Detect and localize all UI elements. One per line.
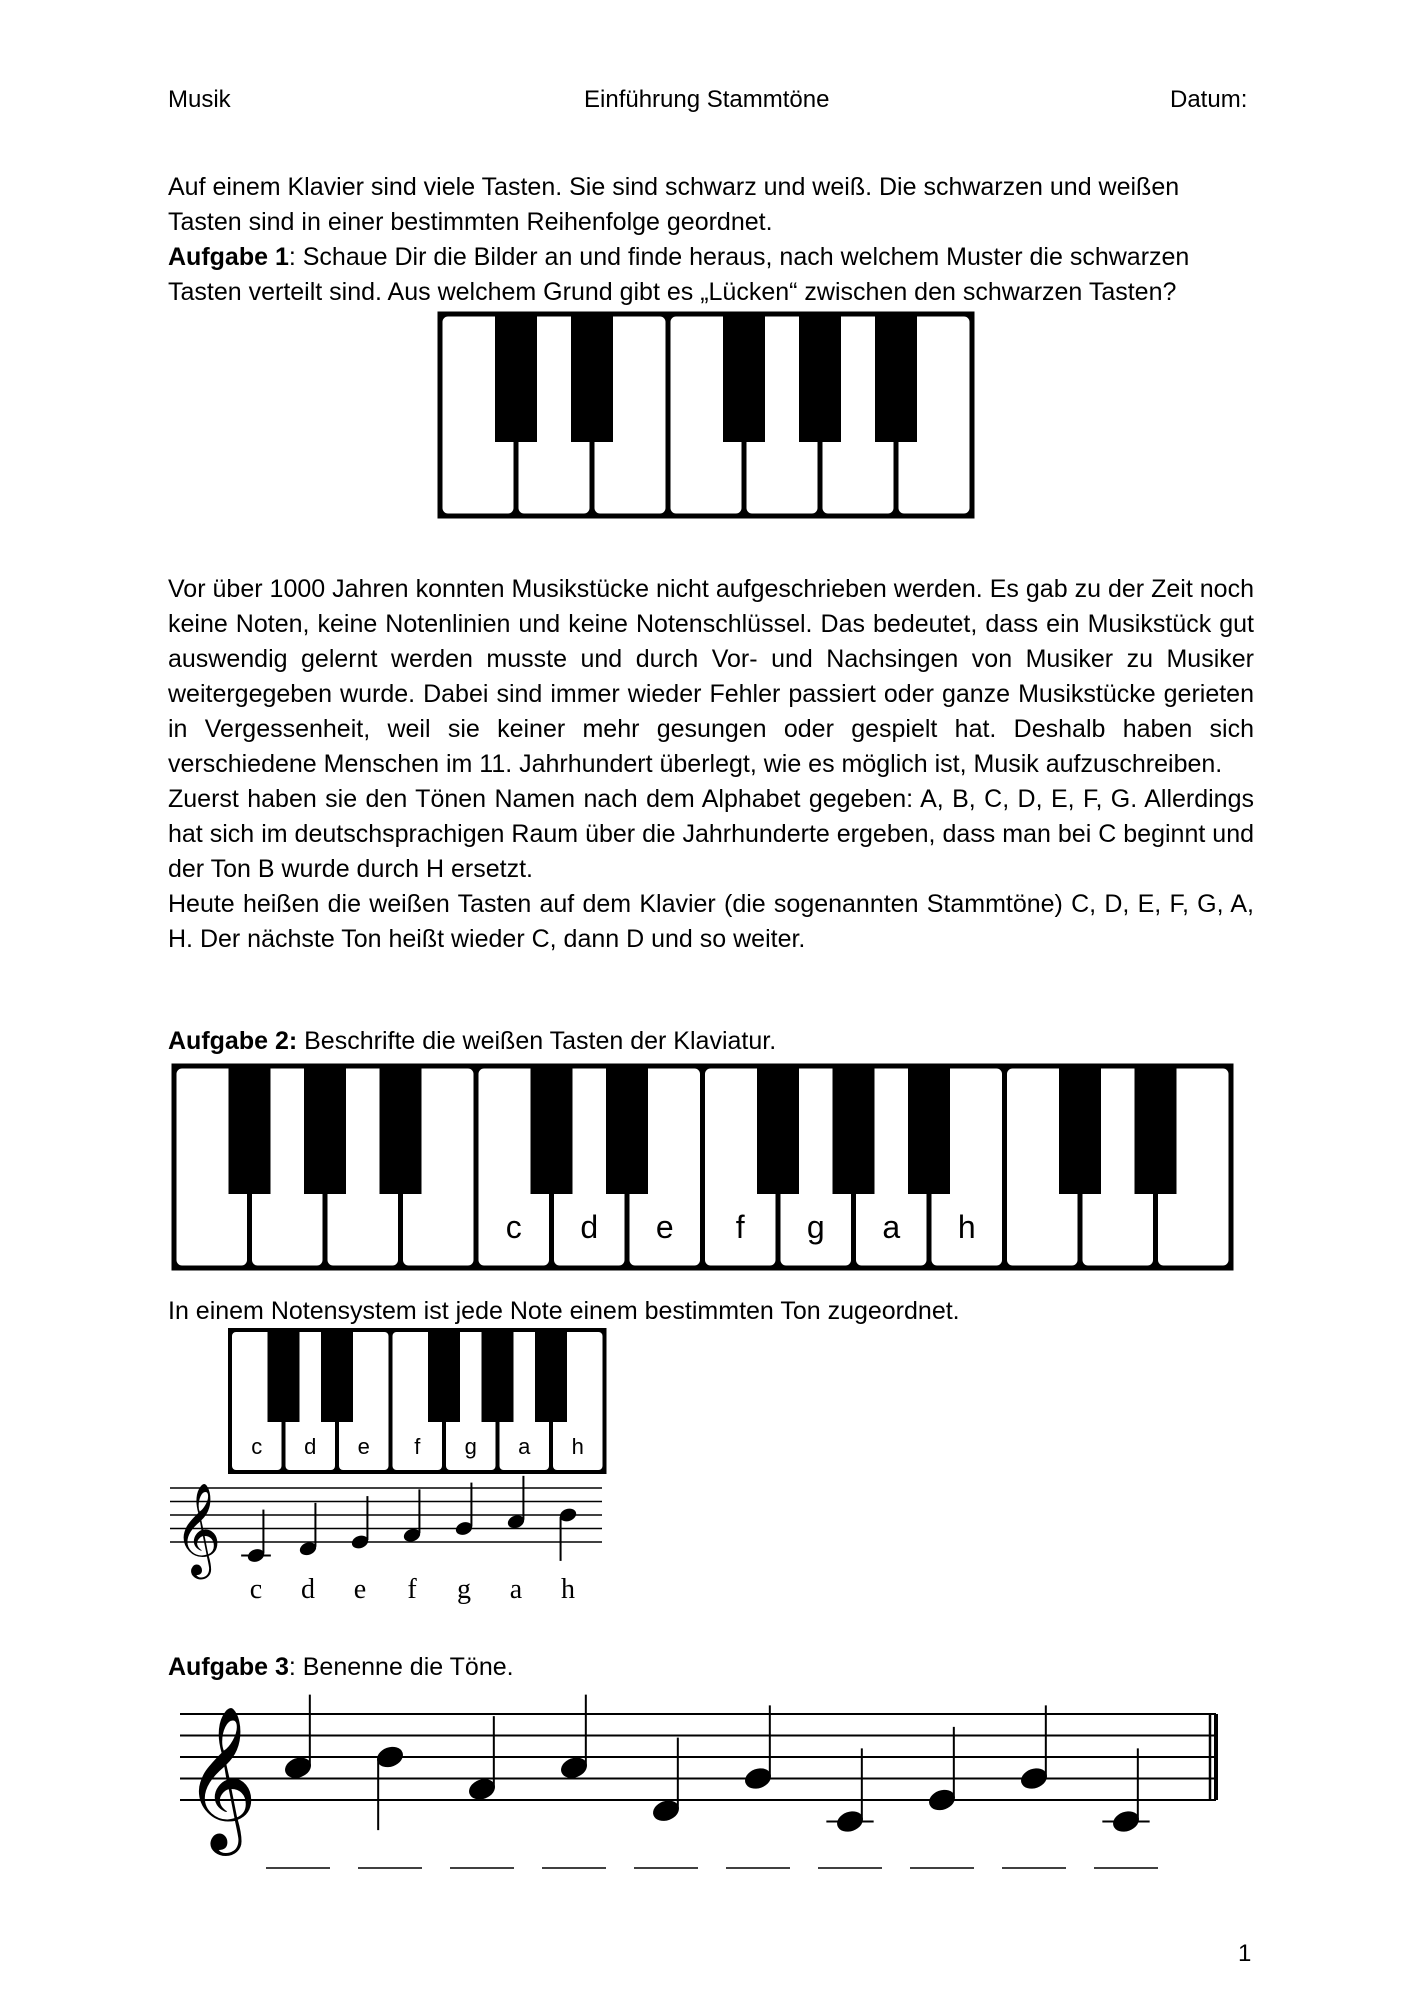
history-p3: Heute heißen die weißen Tasten auf dem Klavier (die sogenannten Stammtöne) C, D, E, F, G, A, H. Der nächste Ton heißt wieder C, dann D und so weiter. [168, 890, 1254, 953]
note-name-label: d [301, 1574, 315, 1605]
note [1102, 1748, 1149, 1835]
black-key [531, 1066, 573, 1194]
treble-clef-icon: 𝄞 [174, 1482, 222, 1575]
black-key [606, 1066, 648, 1194]
key-label: f [414, 1434, 421, 1459]
note-name-label: e [353, 1574, 367, 1605]
task3-line [168, 1650, 1254, 1685]
note [558, 1695, 590, 1782]
black-key [380, 1066, 422, 1194]
notensystem-line [168, 1294, 1254, 1329]
key-label: e [357, 1434, 370, 1459]
history-text [168, 572, 1254, 957]
note [282, 1695, 314, 1782]
black-key [321, 1330, 353, 1422]
staff-reference [170, 1480, 610, 1610]
key-label: f [735, 1209, 745, 1245]
task2-text: Beschrifte die weißen Tasten der Klaviatur. [297, 1027, 777, 1055]
black-key [799, 314, 841, 442]
black-key [229, 1066, 271, 1194]
note [1018, 1705, 1050, 1792]
task1-paragraph [168, 240, 1254, 310]
keyboard-2 [174, 1066, 1236, 1274]
key-label: h [957, 1209, 976, 1245]
note [402, 1489, 422, 1543]
black-key [428, 1330, 460, 1422]
note-name-label: g [457, 1574, 471, 1605]
note [558, 1506, 578, 1560]
black-key [1059, 1066, 1101, 1194]
keyboard-1 [440, 314, 974, 524]
black-key [723, 314, 765, 442]
note-name-label: h [561, 1574, 575, 1605]
note [826, 1748, 873, 1835]
task1-label: Aufgabe 1 [168, 243, 289, 271]
history-p2: Zuerst haben sie den Tönen Namen nach dem Alphabet gegeben: A, B, C, D, E, F, G. Allerdings hat sich im deutschsprachigen Raum über die Jahrhunderte ergeben, dass man bei C beginnt und der Ton B wurde durch H ersetzt. [168, 785, 1254, 883]
task3-text: : Benenne die Töne. [288, 1653, 514, 1681]
black-key [482, 1330, 514, 1422]
key-label: a [882, 1209, 901, 1245]
black-key [535, 1330, 567, 1422]
note [241, 1510, 271, 1564]
note [506, 1476, 526, 1530]
header-subject: Musik [168, 86, 231, 113]
note [350, 1496, 370, 1550]
black-key [495, 314, 537, 442]
key-label: h [571, 1434, 584, 1459]
key-label: d [304, 1434, 317, 1459]
black-key [1135, 1066, 1177, 1194]
history-p1: Vor über 1000 Jahren konnten Musikstücke nicht aufgeschrieben werden. Es gab zu der Zeit noch keine Noten, keine Notenlinien und keine Notenschlüssel. Das bedeutet, dass ein Musikstück gut auswendig gelernt werden musste und durch Vor- und Nachsingen von Musiker zu Musiker weitergegeben wurde. Dabei sind immer wieder Fehler passiert oder ganze Musikstücke gerieten in Vergessenheit, weil sie keiner mehr gesungen oder gespielt hat. Deshalb haben sich verschiedene Menschen im 11. Jahrhundert überlegt, wie es möglich ist, Musik aufzuschreiben. [168, 575, 1254, 778]
task3-label: Aufgabe 3 [168, 1653, 289, 1681]
task1-text: : Schaue Dir die Bilder an und finde heraus, nach welchem Muster die schwarzen Tasten verteilt sind. Aus welchem Grund gibt es „Lücken“ zwischen den schwarzen Tasten? [168, 243, 1190, 306]
task2-line [168, 1024, 1254, 1059]
intro-text [168, 170, 1254, 310]
black-key [833, 1066, 875, 1194]
black-key [908, 1066, 950, 1194]
keyboard-3 [230, 1330, 612, 1480]
header-date-label: Datum: [1170, 86, 1248, 113]
key-label: c [251, 1434, 263, 1459]
note [374, 1743, 406, 1830]
note-name-label: a [509, 1574, 523, 1605]
notensystem-text: In einem Notensystem ist jede Note einem bestimmten Ton zugeordnet. [168, 1297, 960, 1325]
black-key [571, 314, 613, 442]
black-key [304, 1066, 346, 1194]
black-key [875, 314, 917, 442]
key-label: d [580, 1209, 599, 1245]
page-number: 1 [1238, 1940, 1252, 1967]
intro-line: Auf einem Klavier sind viele Tasten. Sie sind schwarz und weiß. Die schwarzen und weißen Tasten sind in einer bestimmten Reihenfolge geordnet. [168, 173, 1180, 236]
note-name-label: f [407, 1574, 417, 1605]
note-name-label: c [249, 1574, 263, 1605]
black-key [757, 1066, 799, 1194]
note [650, 1738, 682, 1825]
key-label: g [806, 1209, 825, 1245]
note [466, 1716, 498, 1803]
note [298, 1503, 318, 1557]
note [454, 1483, 474, 1537]
black-key [268, 1330, 300, 1422]
task2-label: Aufgabe 2: [168, 1027, 298, 1055]
header-title: Einführung Stammtöne [584, 86, 830, 113]
treble-clef-icon: 𝄞 [184, 1706, 258, 1850]
note [742, 1705, 774, 1792]
key-label: g [464, 1434, 477, 1459]
key-label: a [518, 1434, 531, 1459]
staff-exercise [180, 1690, 1220, 1880]
key-label: e [655, 1209, 674, 1245]
key-label: c [505, 1209, 522, 1245]
note [926, 1727, 958, 1814]
